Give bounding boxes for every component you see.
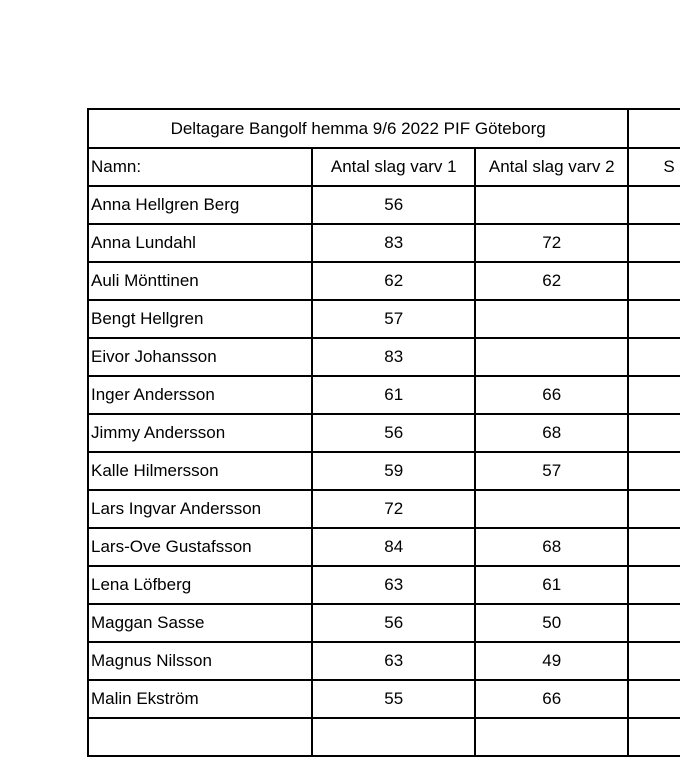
score-round-2: 66 [475, 376, 628, 414]
participant-name: Magnus Nilsson [88, 642, 312, 680]
score-column-4 [628, 490, 680, 528]
score-column-4 [628, 604, 680, 642]
empty-cell [312, 718, 475, 756]
score-round-1: 63 [312, 566, 475, 604]
score-round-1: 56 [312, 414, 475, 452]
score-round-1: 83 [312, 224, 475, 262]
table-row [88, 566, 680, 604]
table-row [88, 490, 680, 528]
table-row [88, 642, 680, 680]
score-round-2: 50 [475, 604, 628, 642]
score-round-1: 56 [312, 186, 475, 224]
score-round-1: 57 [312, 300, 475, 338]
title-extra-cell [628, 109, 680, 148]
title-row [88, 109, 680, 148]
table-row [88, 680, 680, 718]
table-row [88, 224, 680, 262]
participant-name: Malin Ekström [88, 680, 312, 718]
score-column-4 [628, 338, 680, 376]
score-round-1: 55 [312, 680, 475, 718]
participant-name: Jimmy Andersson [88, 414, 312, 452]
score-column-4 [628, 528, 680, 566]
participant-name: Bengt Hellgren [88, 300, 312, 338]
table-row [88, 376, 680, 414]
header-round-2: Antal slag varv 2 [475, 148, 628, 186]
score-round-2: 66 [475, 680, 628, 718]
table-row-partial [88, 718, 680, 756]
score-column-4 [628, 452, 680, 490]
score-column-4 [628, 262, 680, 300]
participant-name: Auli Mönttinen [88, 262, 312, 300]
participant-name: Lars-Ove Gustafsson [88, 528, 312, 566]
score-table [87, 108, 680, 757]
sheet-title: Deltagare Bangolf hemma 9/6 2022 PIF Göteborg [88, 109, 628, 148]
score-round-2 [475, 490, 628, 528]
score-column-4 [628, 376, 680, 414]
header-name: Namn: [88, 148, 312, 186]
header-column-4: S [628, 148, 680, 186]
participant-name: Anna Hellgren Berg [88, 186, 312, 224]
participant-name: Kalle Hilmersson [88, 452, 312, 490]
header-row [88, 148, 680, 186]
empty-cell [475, 718, 628, 756]
score-column-4 [628, 642, 680, 680]
score-sheet [87, 108, 680, 757]
participant-name: Lars Ingvar Andersson [88, 490, 312, 528]
table-row [88, 604, 680, 642]
score-round-2: 68 [475, 414, 628, 452]
participant-name: Maggan Sasse [88, 604, 312, 642]
score-column-4 [628, 566, 680, 604]
score-column-4 [628, 224, 680, 262]
table-row [88, 414, 680, 452]
empty-cell [628, 718, 680, 756]
score-round-1: 56 [312, 604, 475, 642]
table-row [88, 262, 680, 300]
score-round-2: 57 [475, 452, 628, 490]
score-round-2 [475, 300, 628, 338]
score-round-2: 72 [475, 224, 628, 262]
score-round-2: 61 [475, 566, 628, 604]
table-row [88, 528, 680, 566]
table-row [88, 452, 680, 490]
participant-name: Anna Lundahl [88, 224, 312, 262]
score-column-4 [628, 186, 680, 224]
score-round-2: 62 [475, 262, 628, 300]
table-row [88, 338, 680, 376]
score-round-1: 62 [312, 262, 475, 300]
score-round-2: 68 [475, 528, 628, 566]
score-round-1: 59 [312, 452, 475, 490]
score-round-2 [475, 186, 628, 224]
table-row [88, 300, 680, 338]
score-round-1: 84 [312, 528, 475, 566]
score-round-2: 49 [475, 642, 628, 680]
empty-cell [88, 718, 312, 756]
score-column-4 [628, 300, 680, 338]
score-round-1: 83 [312, 338, 475, 376]
score-round-1: 61 [312, 376, 475, 414]
table-row [88, 186, 680, 224]
score-round-2 [475, 338, 628, 376]
score-round-1: 63 [312, 642, 475, 680]
score-column-4 [628, 414, 680, 452]
participant-name: Eivor Johansson [88, 338, 312, 376]
participant-name: Lena Löfberg [88, 566, 312, 604]
header-round-1: Antal slag varv 1 [312, 148, 475, 186]
score-column-4 [628, 680, 680, 718]
score-round-1: 72 [312, 490, 475, 528]
participant-name: Inger Andersson [88, 376, 312, 414]
